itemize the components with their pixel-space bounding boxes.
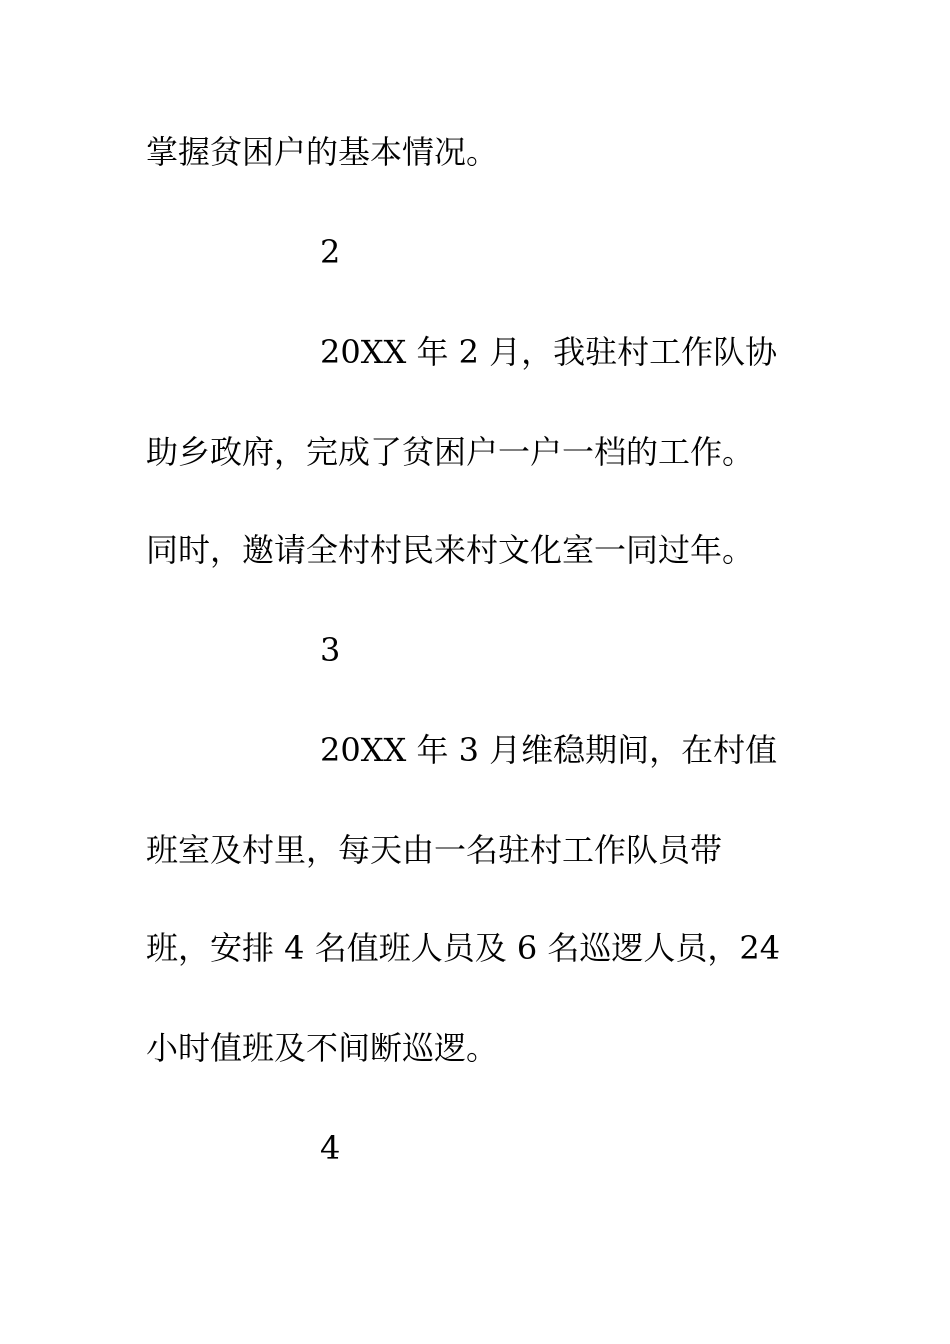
paragraph-line: 20XX 年 2 月，我驻村工作队协 bbox=[320, 333, 778, 371]
paragraph-line: 掌握贫困户的基本情况。 bbox=[146, 133, 499, 171]
paragraph-line: 班，安排 4 名值班人员及 6 名巡逻人员，24 bbox=[146, 929, 781, 967]
paragraph-line: 小时值班及不间断巡逻。 bbox=[146, 1029, 499, 1067]
section-number: 2 bbox=[320, 233, 341, 271]
section-number: 3 bbox=[320, 631, 341, 669]
paragraph-line: 同时，邀请全村村民来村文化室一同过年。 bbox=[146, 531, 755, 569]
paragraph-line: 班室及村里，每天由一名驻村工作队员带 bbox=[146, 831, 723, 869]
section-number: 4 bbox=[320, 1129, 341, 1167]
paragraph-line: 20XX 年 3 月维稳期间，在村值 bbox=[320, 731, 778, 769]
paragraph-line: 助乡政府，完成了贫困户一户一档的工作。 bbox=[146, 433, 755, 471]
